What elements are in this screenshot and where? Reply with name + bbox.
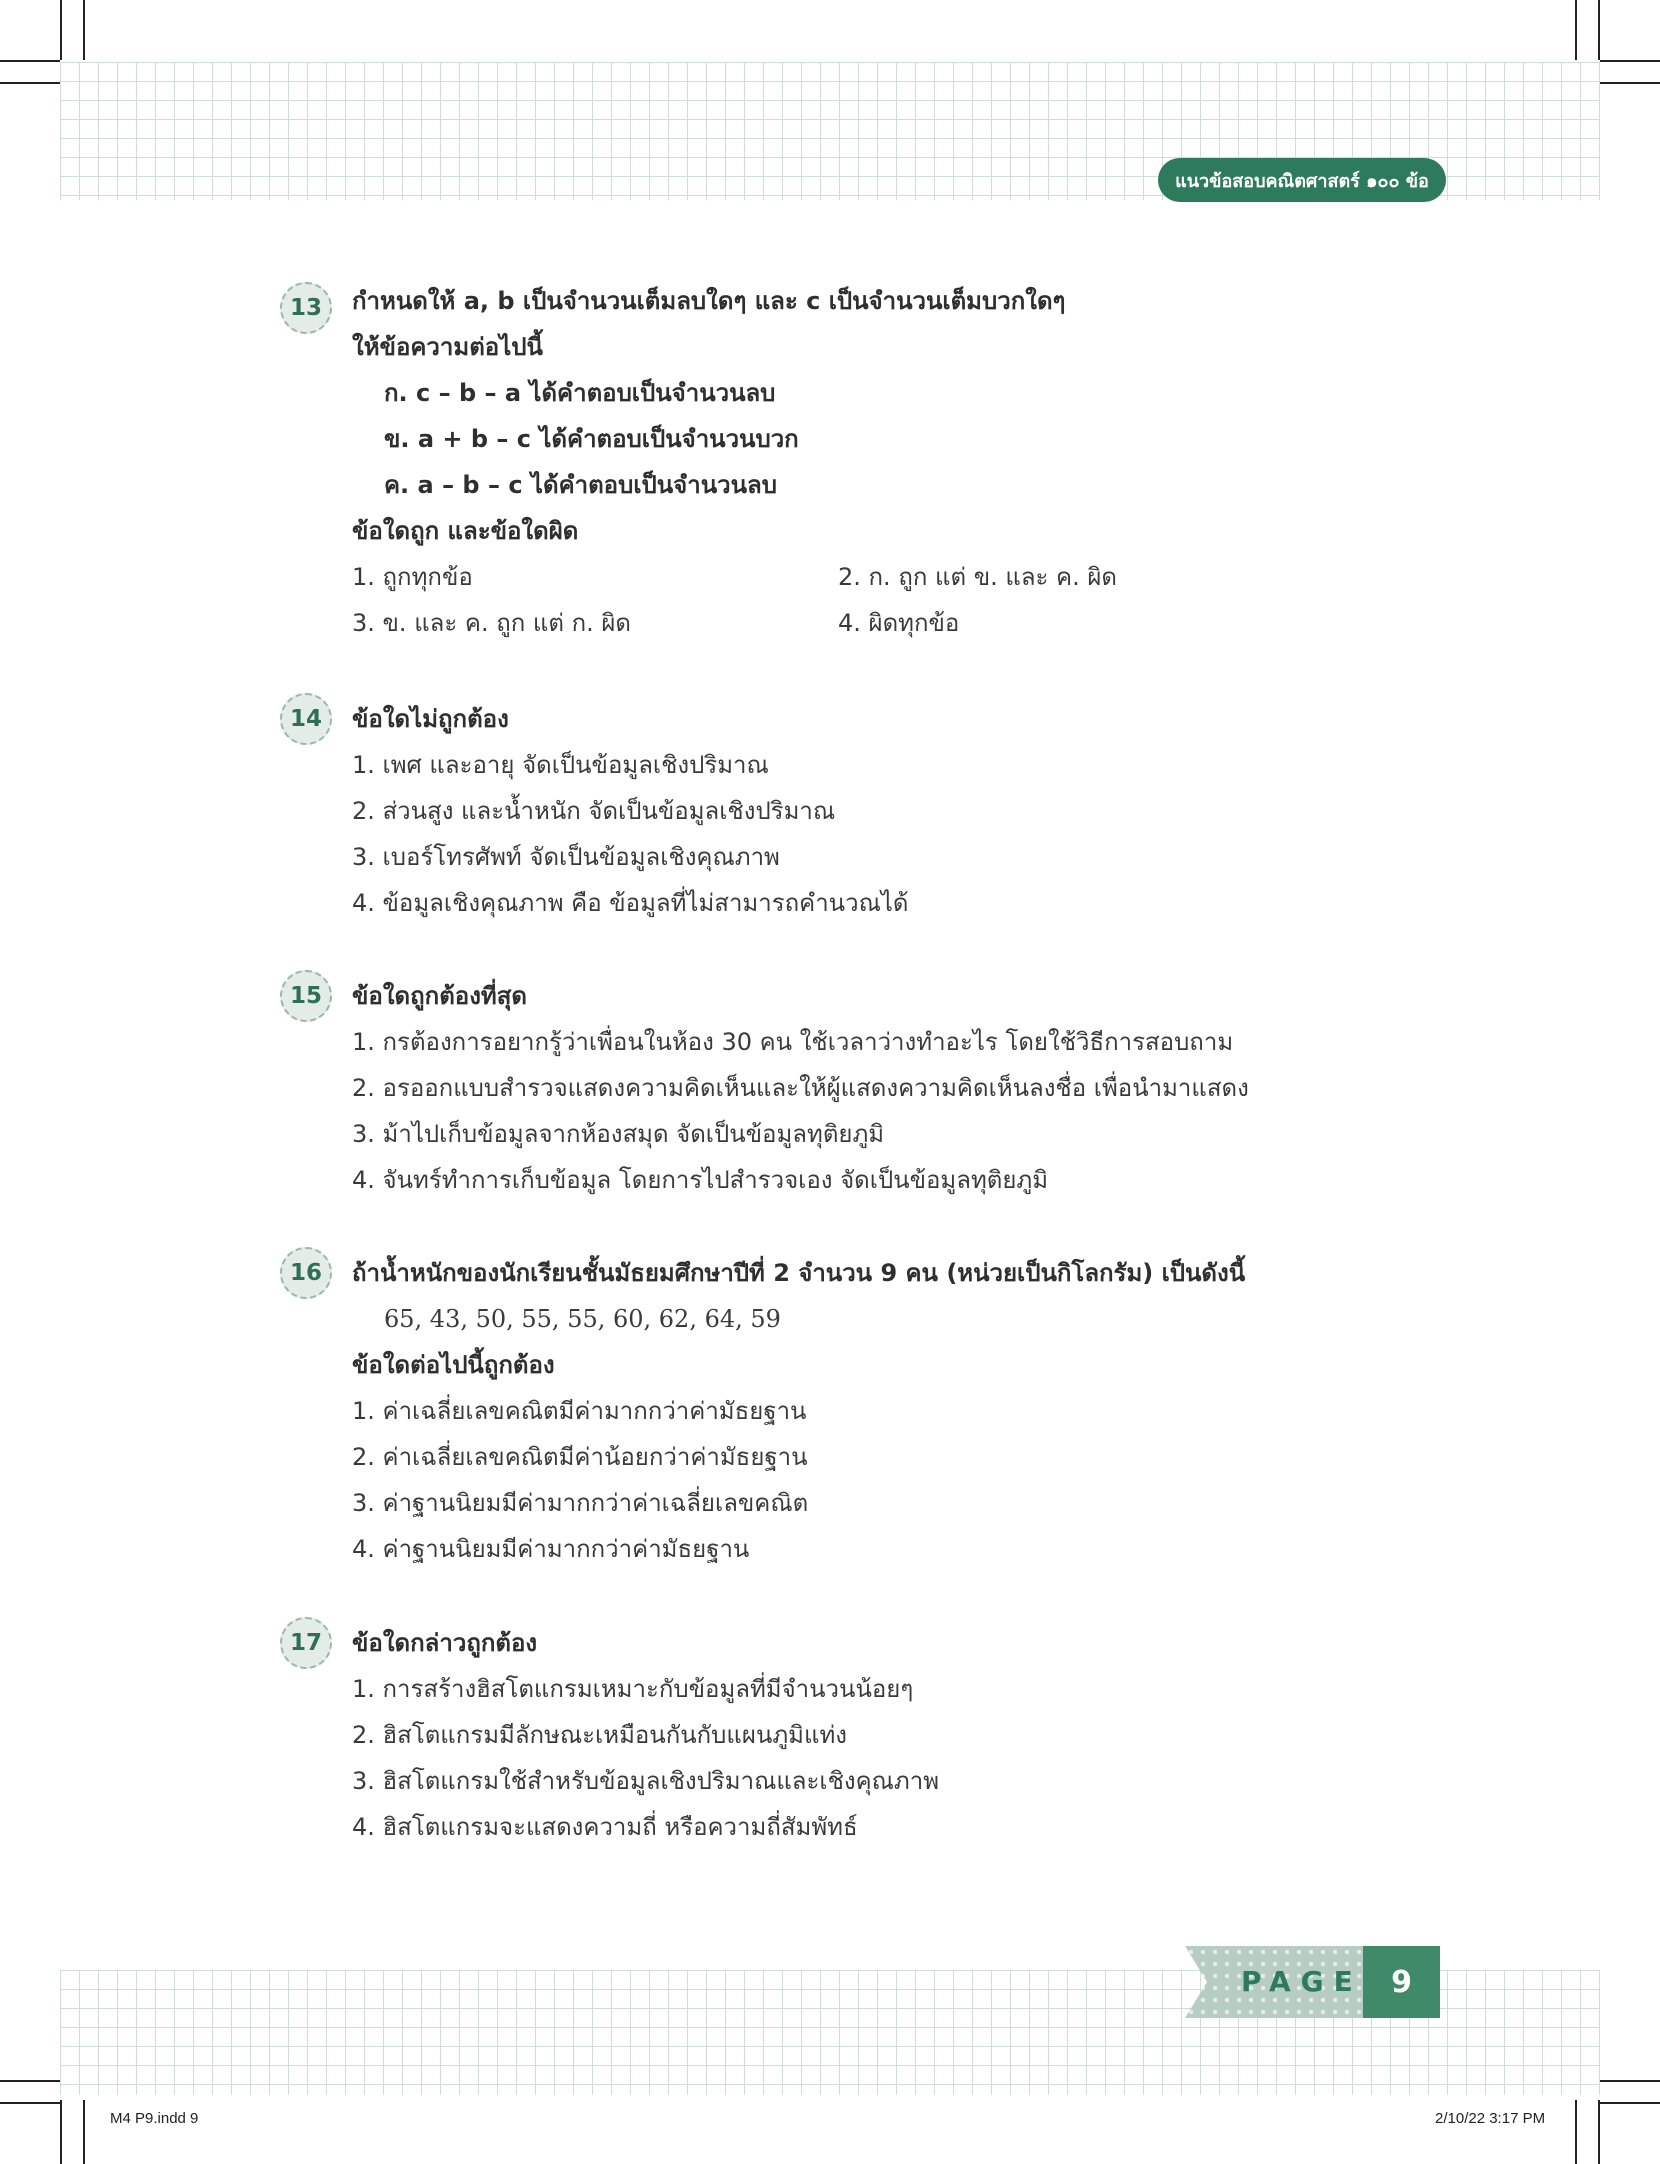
crop-mark [60, 2100, 62, 2164]
choice-3: 3. ฮิสโตแกรมใช้สำหรับข้อมูลเชิงปริมาณและเชิงคุณภาพ [352, 1767, 940, 1795]
footer-timestamp: 2/10/22 3:17 PM [1435, 2110, 1546, 2127]
page-number-tag [1185, 1946, 1440, 2018]
choice-3: 3. ข. และ ค. ถูก แต่ ก. ผิด [352, 609, 632, 637]
question-stem: ข้อใดไม่ถูกต้อง [352, 705, 509, 733]
choice-4: 4. ข้อมูลเชิงคุณภาพ คือ ข้อมูลที่ไม่สามารถคำนวณได้ [352, 889, 909, 917]
crop-mark [1598, 2100, 1600, 2164]
crop-mark [1600, 82, 1660, 84]
choice-2: 2. ฮิสโตแกรมมีลักษณะเหมือนกันกับแผนภูมิแท่ง [352, 1721, 847, 1749]
question-number-badge: 15 [280, 970, 332, 1022]
choice-3: 3. เบอร์โทรศัพท์ จัดเป็นข้อมูลเชิงคุณภาพ [352, 843, 780, 871]
crop-mark [1600, 60, 1660, 62]
crop-mark [60, 0, 62, 60]
crop-mark [0, 82, 60, 84]
question-prompt: ข้อใดต่อไปนี้ถูกต้อง [352, 1351, 555, 1379]
choice-1: 1. ถูกทุกข้อ [352, 563, 473, 591]
question-stem: ข้อใดถูกต้องที่สุด [352, 982, 527, 1010]
crop-mark [1600, 2080, 1660, 2082]
question-stem: กำหนดให้ a, b เป็นจำนวนเต็มลบใดๆ และ c เป็นจำนวนเต็มบวกใดๆ [352, 287, 1066, 315]
choice-4: 4. จันทร์ทำการเก็บข้อมูล โดยการไปสำรวจเอง จัดเป็นข้อมูลทุติยภูมิ [352, 1166, 1049, 1194]
footer-file-info: M4 P9.indd 9 [110, 2110, 199, 2127]
statement: ก. c – b – a ได้คำตอบเป็นจำนวนลบ [384, 379, 776, 407]
question-number-badge: 13 [280, 282, 332, 334]
crop-mark [83, 0, 85, 60]
question-prompt: ข้อใดถูก และข้อใดผิด [352, 517, 579, 545]
crop-mark [0, 60, 60, 62]
page-number: 9 [1363, 1946, 1440, 2018]
question-stem: ให้ข้อความต่อไปนี้ [352, 333, 543, 361]
choice-1: 1. เพศ และอายุ จัดเป็นข้อมูลเชิงปริมาณ [352, 751, 769, 779]
statement: ข. a + b – c ได้คำตอบเป็นจำนวนบวก [384, 425, 799, 453]
page-label: PAGE [1241, 1965, 1363, 1998]
choice-2: 2. อรออกแบบสำรวจแสดงความคิดเห็นและให้ผู้แสดงความคิดเห็นลงชื่อ เพื่อนำมาแสดง [352, 1074, 1249, 1102]
question-number-badge: 17 [280, 1617, 332, 1669]
choice-1: 1. กรต้องการอยากรู้ว่าเพื่อนในห้อง 30 คน ใช้เวลาว่างทำอะไร โดยใช้วิธีการสอบถาม [352, 1028, 1234, 1056]
choice-2: 2. ส่วนสูง และน้ำหนัก จัดเป็นข้อมูลเชิงปริมาณ [352, 797, 836, 825]
crop-mark [1600, 2102, 1660, 2104]
question-number-badge: 14 [280, 693, 332, 745]
question-stem: ข้อใดกล่าวถูกต้อง [352, 1629, 538, 1657]
choice-4: 4. ค่าฐานนิยมมีค่ามากกว่าค่ามัธยฐาน [352, 1535, 750, 1563]
data-values: 65, 43, 50, 55, 55, 60, 62, 64, 59 [384, 1305, 781, 1333]
choice-3: 3. ม้าไปเก็บข้อมูลจากห้องสมุด จัดเป็นข้อมูลทุติยภูมิ [352, 1120, 885, 1148]
choice-2: 2. ก. ถูก แต่ ข. และ ค. ผิด [838, 563, 1118, 591]
question-number-badge: 16 [280, 1247, 332, 1299]
choice-4: 4. ฮิสโตแกรมจะแสดงความถี่ หรือความถี่สัมพัทธ์ [352, 1813, 858, 1841]
choice-1: 1. ค่าเฉลี่ยเลขคณิตมีค่ามากกว่าค่ามัธยฐาน [352, 1397, 807, 1425]
statement: ค. a – b – c ได้คำตอบเป็นจำนวนลบ [384, 471, 777, 499]
crop-mark [0, 2080, 60, 2082]
choice-3: 3. ค่าฐานนิยมมีค่ามากกว่าค่าเฉลี่ยเลขคณิต [352, 1489, 809, 1517]
choice-4: 4. ผิดทุกข้อ [838, 609, 960, 637]
crop-mark [1598, 0, 1600, 60]
crop-mark [83, 2100, 85, 2164]
question-stem: ถ้าน้ำหนักของนักเรียนชั้นมัธยมศึกษาปีที่ 2 จำนวน 9 คน (หน่วยเป็นกิโลกรัม) เป็นดังนี้ [352, 1259, 1246, 1287]
header-title-pill: แนวข้อสอบคณิตศาสตร์ ๑๐๐ ข้อ [1158, 158, 1446, 202]
crop-mark [1575, 0, 1577, 60]
choice-1: 1. การสร้างฮิสโตแกรมเหมาะกับข้อมูลที่มีจำนวนน้อยๆ [352, 1675, 914, 1703]
crop-mark [0, 2102, 60, 2104]
choice-2: 2. ค่าเฉลี่ยเลขคณิตมีค่าน้อยกว่าค่ามัธยฐาน [352, 1443, 808, 1471]
crop-mark [1575, 2100, 1577, 2164]
